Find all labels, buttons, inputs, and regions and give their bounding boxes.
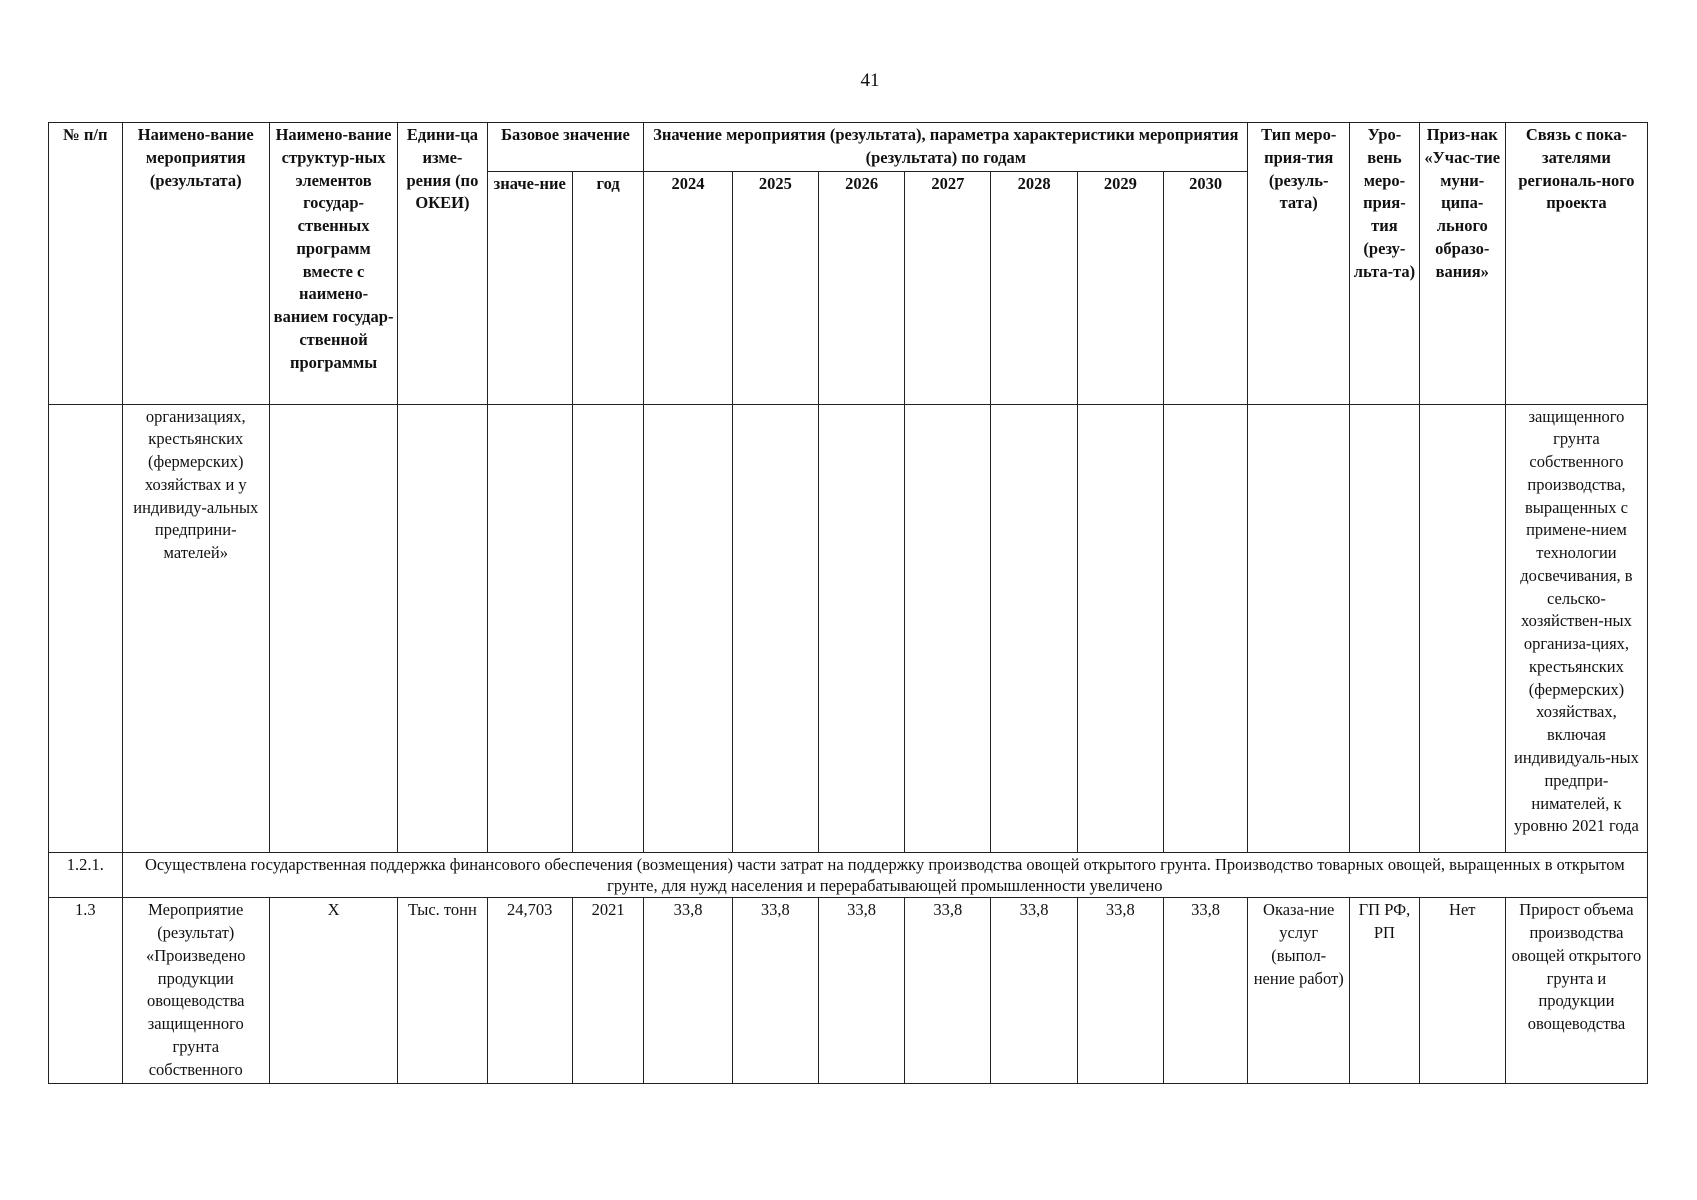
cell <box>1419 404 1505 852</box>
header-base: Базовое значение <box>487 123 644 172</box>
row-municipal: Нет <box>1419 898 1505 1083</box>
row-name: Мероприятие (результат) «Произведено продукции овощеводства защищенного грунта собственного <box>122 898 269 1083</box>
row-link: Прирост объема производства овощей открытого грунта и продукции овощеводства <box>1505 898 1647 1083</box>
header-year-2026: 2026 <box>818 171 904 404</box>
section-text: Осуществлена государственная поддержка финансового обеспечения (возмещения) части затрат на поддержку производства овощей открытого грунта. Производство товарных овощей, выращенных в открытом грунте, для нужд населения и перерабатывающей промышленности увеличено <box>122 852 1647 898</box>
header-year-2028: 2028 <box>991 171 1077 404</box>
measures-table <box>48 122 1648 1084</box>
cell <box>644 404 732 852</box>
row-unit: Тыс. тонн <box>398 898 487 1083</box>
row-value-2026: 33,8 <box>818 898 904 1083</box>
row-value-2029: 33,8 <box>1077 898 1163 1083</box>
cell <box>905 404 991 852</box>
section-num: 1.2.1. <box>49 852 123 898</box>
row-value-2025: 33,8 <box>732 898 818 1083</box>
continuation-name: организациях, крестьянских (фермерских) хозяйствах и у индивиду-альных предприни-мателей» <box>122 404 269 852</box>
header-structural: Наимено-вание структур-ных элементов государ-ственных программ вместе с наимено-ванием государ-ственной программы <box>269 123 397 405</box>
row-structural: X <box>269 898 397 1083</box>
continuation-row <box>49 404 1648 852</box>
row-num: 1.3 <box>49 898 123 1083</box>
header-year-2024: 2024 <box>644 171 732 404</box>
cell <box>572 404 644 852</box>
section-row <box>49 852 1648 898</box>
row-value-2030: 33,8 <box>1163 898 1247 1083</box>
row-value-2028: 33,8 <box>991 898 1077 1083</box>
cell <box>49 404 123 852</box>
header-year-2029: 2029 <box>1077 171 1163 404</box>
table-row <box>49 898 1648 1083</box>
header-link: Связь с пока-зателями региональ-ного проекта <box>1505 123 1647 405</box>
row-base-year: 2021 <box>572 898 644 1083</box>
page-number: 41 <box>860 70 880 91</box>
cell <box>991 404 1077 852</box>
header-name: Наимено-вание мероприятия (результата) <box>122 123 269 405</box>
cell <box>487 404 572 852</box>
cell <box>818 404 904 852</box>
header-level: Уро-вень меро-прия-тия (резу-льта-та) <box>1350 123 1419 405</box>
header-year-2030: 2030 <box>1163 171 1247 404</box>
header-type: Тип меро-прия-тия (резуль-тата) <box>1248 123 1350 405</box>
continuation-link: защищенного грунта собственного производства, выращенных с примене-нием технологии досвечивания, в сельско-хозяйствен-ных организа-циях, крестьянских (фермерских) хозяйствах, включая индивидуаль-ных предпри-нимателей, к уровню 2021 года <box>1505 404 1647 852</box>
cell <box>1163 404 1247 852</box>
row-level: ГП РФ, РП <box>1350 898 1419 1083</box>
header-municipal: Приз-нак «Учас-тие муни-ципа-льного образо-вания» <box>1419 123 1505 405</box>
cell <box>398 404 487 852</box>
cell <box>269 404 397 852</box>
header-year-2025: 2025 <box>732 171 818 404</box>
cell <box>732 404 818 852</box>
header-year-2027: 2027 <box>905 171 991 404</box>
cell <box>1077 404 1163 852</box>
row-type: Оказа-ние услуг (выпол-нение работ) <box>1248 898 1350 1083</box>
header-unit: Едини-ца изме-рения (по ОКЕИ) <box>398 123 487 405</box>
header-base-year: год <box>572 171 644 404</box>
row-value-2027: 33,8 <box>905 898 991 1083</box>
cell <box>1350 404 1419 852</box>
header-base-value: значе-ние <box>487 171 572 404</box>
row-value-2024: 33,8 <box>644 898 732 1083</box>
row-base-value: 24,703 <box>487 898 572 1083</box>
header-num: № п/п <box>49 123 123 405</box>
cell <box>1248 404 1350 852</box>
header-values-group: Значение мероприятия (результата), параметра характеристики мероприятия (результата) по годам <box>644 123 1248 172</box>
